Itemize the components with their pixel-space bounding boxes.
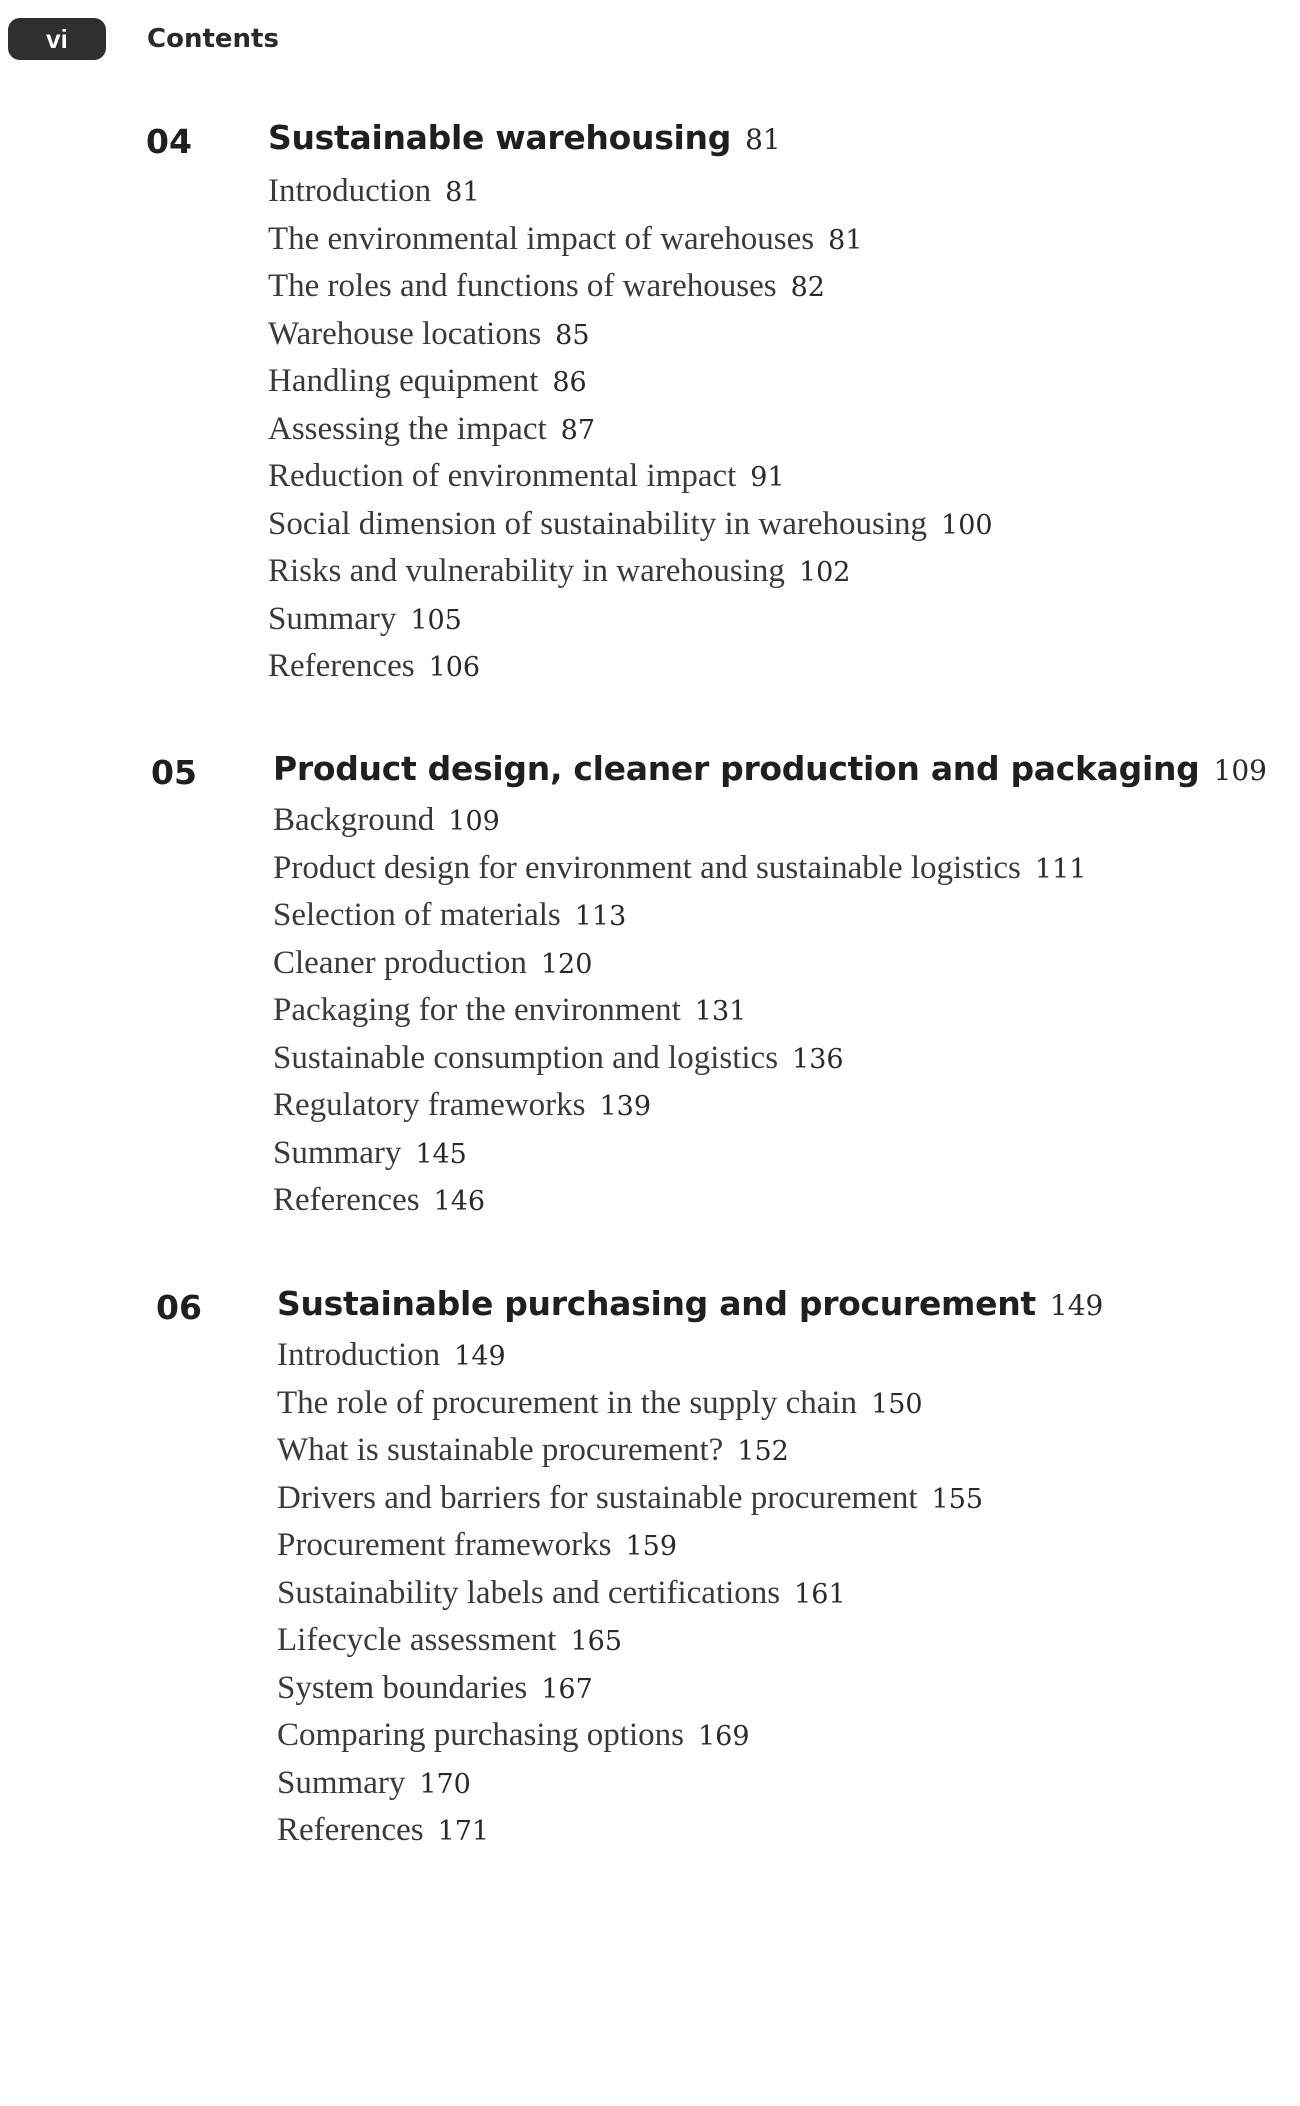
entry-page-number: 165 — [570, 1626, 623, 1657]
toc-entry[interactable] — [273, 797, 1086, 845]
chapter-heading[interactable] — [273, 749, 1267, 788]
entry-title: The roles and functions of warehouses — [268, 268, 777, 304]
chapter-heading[interactable] — [277, 1284, 1103, 1323]
entry-page-number: 171 — [437, 1816, 490, 1847]
entry-page-number: 146 — [433, 1186, 486, 1217]
entry-page-number: 102 — [798, 557, 851, 588]
toc-entry[interactable] — [268, 643, 993, 691]
chapter-page-number: 81 — [745, 123, 781, 156]
toc-entry[interactable] — [273, 987, 1086, 1035]
entry-page-number: 136 — [792, 1043, 844, 1075]
toc-entry[interactable] — [277, 1807, 983, 1855]
toc-entry[interactable] — [268, 311, 993, 359]
entry-page-number: 152 — [737, 1436, 789, 1467]
chapter-number: 05 — [151, 753, 197, 792]
entry-page-number: 169 — [697, 1721, 750, 1752]
toc-entry[interactable] — [273, 892, 1086, 940]
entry-page-number: 109 — [448, 806, 500, 837]
entry-title: Background — [273, 802, 435, 838]
entry-title: Product design for environment and sustainable logistics — [273, 849, 1021, 886]
entry-page-number: 82 — [790, 272, 825, 303]
entry-title: Social dimension of sustainability in warehousing — [268, 505, 928, 542]
toc-entry[interactable] — [277, 1522, 983, 1570]
entry-page-number: 87 — [560, 414, 595, 446]
entry-page-number: 120 — [540, 948, 593, 980]
entry-title: What is sustainable procurement? — [277, 1432, 724, 1468]
chapter-title: Sustainable warehousing — [268, 118, 732, 157]
chapter-page-number: 149 — [1049, 1289, 1104, 1322]
entry-page-number: 113 — [574, 901, 627, 932]
entry-title: References — [268, 648, 415, 684]
toc-entry[interactable] — [268, 453, 993, 501]
entry-page-number: 149 — [454, 1341, 506, 1372]
entry-title: Summary — [277, 1764, 406, 1801]
chapter-entries — [268, 168, 993, 691]
toc-entry[interactable] — [273, 1082, 1086, 1130]
entry-page-number: 100 — [941, 509, 993, 541]
entry-page-number: 91 — [750, 462, 785, 493]
page-number-badge: vi — [8, 18, 106, 60]
toc-entry[interactable] — [277, 1570, 983, 1618]
entry-page-number: 111 — [1034, 853, 1087, 885]
entry-page-number: 131 — [694, 996, 747, 1027]
toc-entry[interactable] — [268, 168, 993, 216]
toc-entry[interactable] — [277, 1712, 983, 1760]
toc-entry[interactable] — [268, 216, 993, 264]
toc-entry[interactable] — [268, 263, 993, 311]
entry-title: Sustainability labels and certifications — [277, 1574, 781, 1611]
entry-title: Sustainable consumption and logistics — [273, 1039, 779, 1076]
entry-title: Handling equipment — [268, 363, 539, 399]
entry-title: References — [273, 1182, 420, 1218]
entry-title: Drivers and barriers for sustainable procurement — [277, 1479, 918, 1516]
entry-title: Risks and vulnerability in warehousing — [268, 553, 785, 589]
chapter-number: 04 — [146, 122, 192, 161]
chapter-heading[interactable] — [268, 118, 781, 157]
chapter-number: 06 — [156, 1288, 202, 1327]
entry-title: Reduction of environmental impact — [268, 458, 737, 494]
toc-entry[interactable] — [277, 1427, 983, 1475]
entry-title: The role of procurement in the supply chain — [277, 1384, 858, 1421]
entry-title: Lifecycle assessment — [277, 1622, 557, 1658]
entry-title: Procurement frameworks — [277, 1527, 612, 1563]
entry-page-number: 86 — [552, 367, 587, 398]
entry-title: Introduction — [268, 173, 432, 209]
toc-entry[interactable] — [273, 1035, 1086, 1083]
toc-entry[interactable] — [273, 1177, 1086, 1225]
toc-entry[interactable] — [273, 1130, 1086, 1178]
toc-entry[interactable] — [277, 1475, 983, 1523]
entry-title: Introduction — [277, 1337, 441, 1373]
toc-entry[interactable] — [277, 1332, 983, 1380]
entry-page-number: 81 — [828, 224, 863, 256]
toc-entry[interactable] — [273, 940, 1086, 988]
running-title: Contents — [147, 24, 279, 54]
chapter-title: Product design, cleaner production and packaging — [273, 749, 1200, 788]
entry-title: System boundaries — [277, 1669, 528, 1706]
chapter-title: Sustainable purchasing and procurement — [277, 1284, 1036, 1323]
entry-title: Summary — [273, 1134, 402, 1171]
entry-page-number: 145 — [415, 1138, 467, 1170]
entry-page-number: 139 — [599, 1091, 652, 1122]
entry-page-number: 170 — [419, 1768, 471, 1800]
entry-page-number: 150 — [871, 1388, 923, 1420]
entry-title: References — [277, 1812, 424, 1848]
entry-page-number: 105 — [410, 604, 462, 636]
toc-entry[interactable] — [277, 1380, 983, 1428]
toc-entry[interactable] — [273, 845, 1086, 893]
entry-page-number: 159 — [625, 1531, 678, 1562]
toc-entry[interactable] — [268, 596, 993, 644]
page-header — [8, 18, 279, 60]
entry-page-number: 167 — [541, 1673, 593, 1705]
entry-title: Warehouse locations — [268, 315, 542, 352]
toc-entry[interactable] — [268, 548, 993, 596]
entry-page-number: 161 — [794, 1578, 846, 1610]
entry-page-number: 106 — [428, 652, 481, 683]
toc-entry[interactable] — [268, 406, 993, 454]
entry-title: The environmental impact of warehouses — [268, 220, 815, 257]
entry-title: Summary — [268, 600, 397, 637]
chapter-entries — [277, 1332, 983, 1855]
entry-title: Packaging for the environment — [273, 992, 681, 1028]
entry-title: Regulatory frameworks — [273, 1087, 586, 1123]
entry-title: Assessing the impact — [268, 410, 547, 447]
toc-entry[interactable] — [268, 501, 993, 549]
entry-title: Selection of materials — [273, 897, 561, 933]
chapter-page-number: 109 — [1213, 754, 1267, 787]
entry-page-number: 85 — [555, 319, 590, 351]
entry-page-number: 81 — [445, 177, 480, 208]
toc-entry[interactable] — [277, 1665, 983, 1713]
toc-entry[interactable] — [268, 358, 993, 406]
chapter-entries — [273, 797, 1086, 1225]
toc-entry[interactable] — [277, 1760, 983, 1808]
toc-entry[interactable] — [277, 1617, 983, 1665]
entry-page-number: 155 — [931, 1483, 984, 1515]
entry-title: Cleaner production — [273, 944, 527, 981]
entry-title: Comparing purchasing options — [277, 1717, 684, 1753]
